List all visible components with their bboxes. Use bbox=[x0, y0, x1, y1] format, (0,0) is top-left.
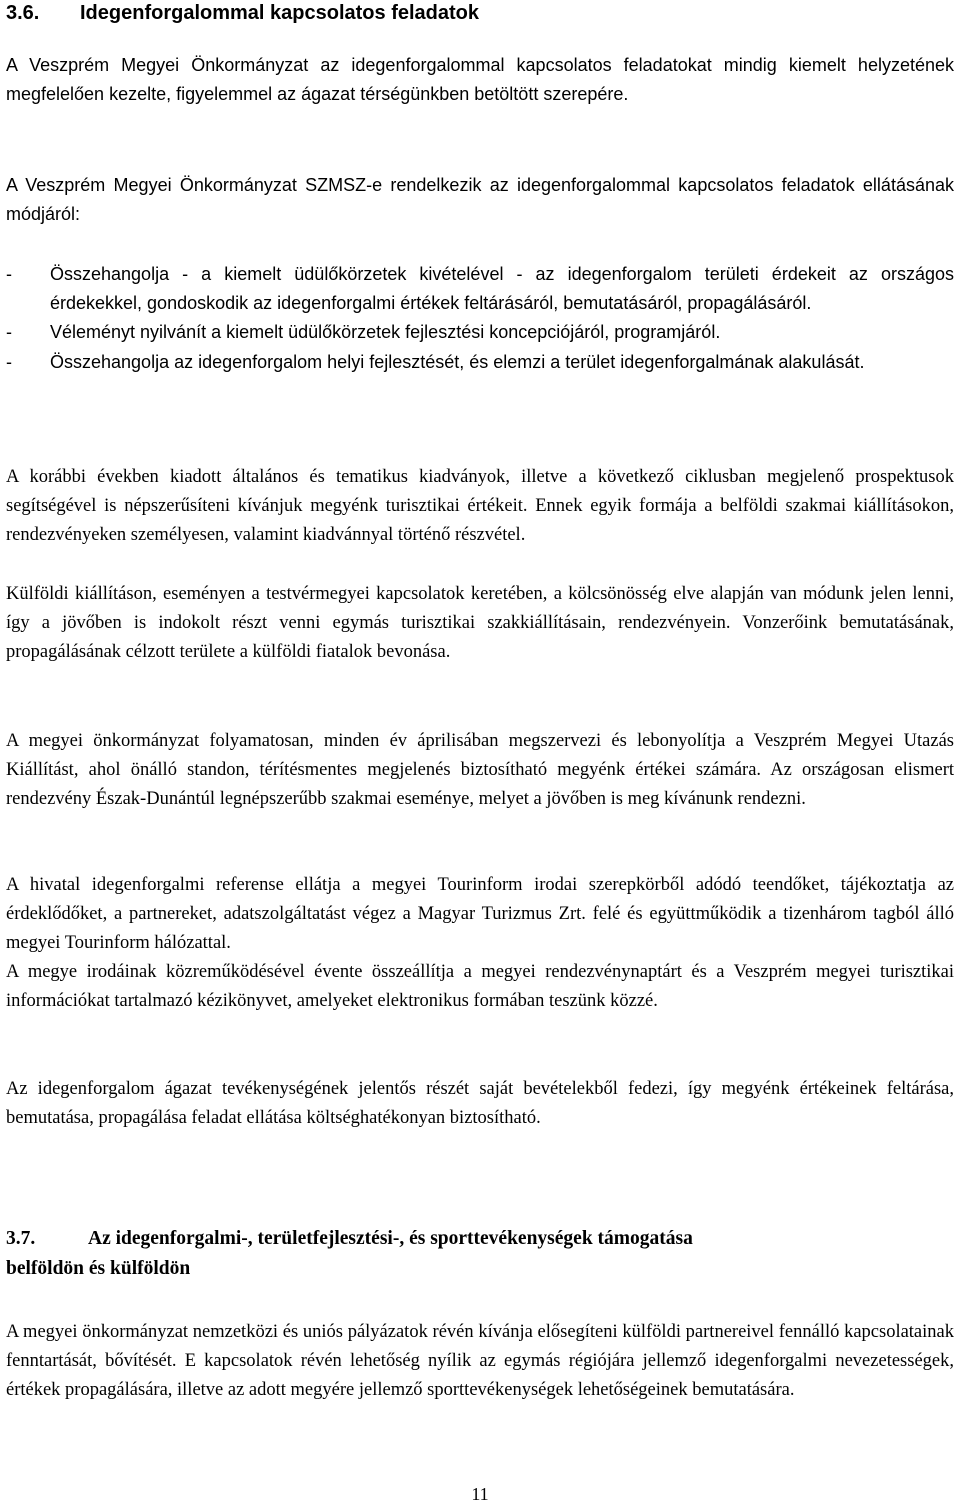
list-bullet: - bbox=[6, 322, 12, 343]
section-3-7-title-line1: Az idegenforgalmi-, területfejlesztési-, és sporttevékenységek támogatása bbox=[88, 1228, 693, 1249]
publications-paragraph: A korábbi években kiadott általános és tematikus kiadványok, illetve a következő ciklusban megjelenő prospektusok segítségével is népszerűsíteni kívánjuk megyénk turisztikai értékeit. Ennek egyik formája a belföldi szakmai kiállításokon, rendezvényeken személyesen, valamint kiadvánnyal történő részvétel. bbox=[6, 467, 954, 546]
page-number: 11 bbox=[471, 1484, 489, 1504]
section-3-6-title: Idegenforgalommal kapcsolatos feladatok bbox=[80, 2, 479, 24]
list-item-text: Összehangolja az idegenforgalom helyi fejlesztését, és elemzi a terület idegenforgalmának alakulását. bbox=[50, 351, 865, 372]
list-item-text: Véleményt nyilvánít a kiemelt üdülőkörzetek fejlesztési koncepciójáról, programjáról. bbox=[50, 322, 721, 343]
section-3-6-number: 3.6. bbox=[6, 2, 40, 24]
foreign-exhibitions-paragraph: Külföldi kiállításon, eseményen a testvérmegyei kapcsolatok keretében, a kölcsönösség elve alapján van módunk jelen lenni, így a jövőben is indokolt részt venni egymás turisztikai szakkiállításain, rendezvényein. Vonzerőink bemutatásának, propagálásának célzott területe a külföldi fiatalok bevonása. bbox=[6, 584, 954, 663]
list-item-text: Összehangolja - a kiemelt üdülőkörzetek kivételével - az idegenforgalom területi érdekeit az országos érdekekkel, gondoskodik az idegenforgalmi értékek feltárásáról, bemutatásáról, propagálásáról. bbox=[50, 264, 954, 314]
tourinform-paragraph: A hivatal idegenforgalmi referense ellátja a megyei Tourinform irodai szerepkörből adódó teendőket, tájékoztatja az érdeklődőket, a partnereket, adatszolgáltatást végez a Magyar Turizmus Zrt. felé és együttműködik a tizenhárom tagból álló megyei Tourinform hálózattal. bbox=[6, 875, 954, 954]
list-item bbox=[6, 318, 954, 347]
list-item bbox=[6, 348, 954, 377]
event-calendar-paragraph: A megye irodáinak közreműködésével évente összeállítja a megyei rendezvénynaptárt és a Veszprém megyei turisztikai információkat tartalmazó kézikönyvet, amelyeket elektronikus formában teszünk közzé. bbox=[6, 962, 954, 1012]
list-bullet: - bbox=[6, 351, 12, 372]
intro-paragraph: A Veszprém Megyei Önkormányzat az idegenforgalommal kapcsolatos feladatokat mindig kiemelt helyzetének megfelelően kezelte, figyelemmel az ágazat térségünkben betöltött szerepére. bbox=[6, 55, 954, 105]
section-3-7-heading bbox=[6, 1224, 954, 1283]
duties-list bbox=[6, 260, 954, 377]
section-3-6-heading bbox=[6, 0, 954, 26]
list-item bbox=[6, 260, 954, 318]
travel-exhibition-paragraph: A megyei önkormányzat folyamatosan, minden év áprilisában megszervezi és lebonyolítja a Veszprém Megyei Utazás Kiállítást, ahol önálló standon, térítésmentes megjelenés biztosítható megyénk értékei számára. Az országosan elismert rendezvény Észak-Dunántúl legnépszerűbb szakmai eseménye, melyet a jövőben is meg kívánunk rendezni. bbox=[6, 731, 954, 810]
section-3-7-number: 3.7. bbox=[6, 1228, 36, 1249]
section-3-7-title-line2: belföldön és külföldön bbox=[6, 1257, 191, 1279]
list-bullet: - bbox=[6, 264, 12, 284]
szmsz-paragraph: A Veszprém Megyei Önkormányzat SZMSZ-e rendelkezik az idegenforgalommal kapcsolatos feladatok ellátásának módjáról: bbox=[6, 175, 954, 225]
own-revenue-paragraph: Az idegenforgalom ágazat tevékenységének jelentős részét saját bevételekből fedezi, így megyénk értékeinek feltárása, bemutatása, propagálása feladat ellátása költséghatékonyan biztosítható. bbox=[6, 1079, 954, 1129]
international-partners-paragraph: A megyei önkormányzat nemzetközi és uniós pályázatok révén kívánja elősegíteni külföldi partnereivel fennálló kapcsolatainak fenntartását, bővítését. E kapcsolatok révén lehetőség nyílik az egymás régiójára jellemző idegenforgalmi nevezetességek, értékek propagálására, illetve az adott megyére jellemző sporttevékenységek lehetőségeinek bemutatására. bbox=[6, 1322, 954, 1401]
